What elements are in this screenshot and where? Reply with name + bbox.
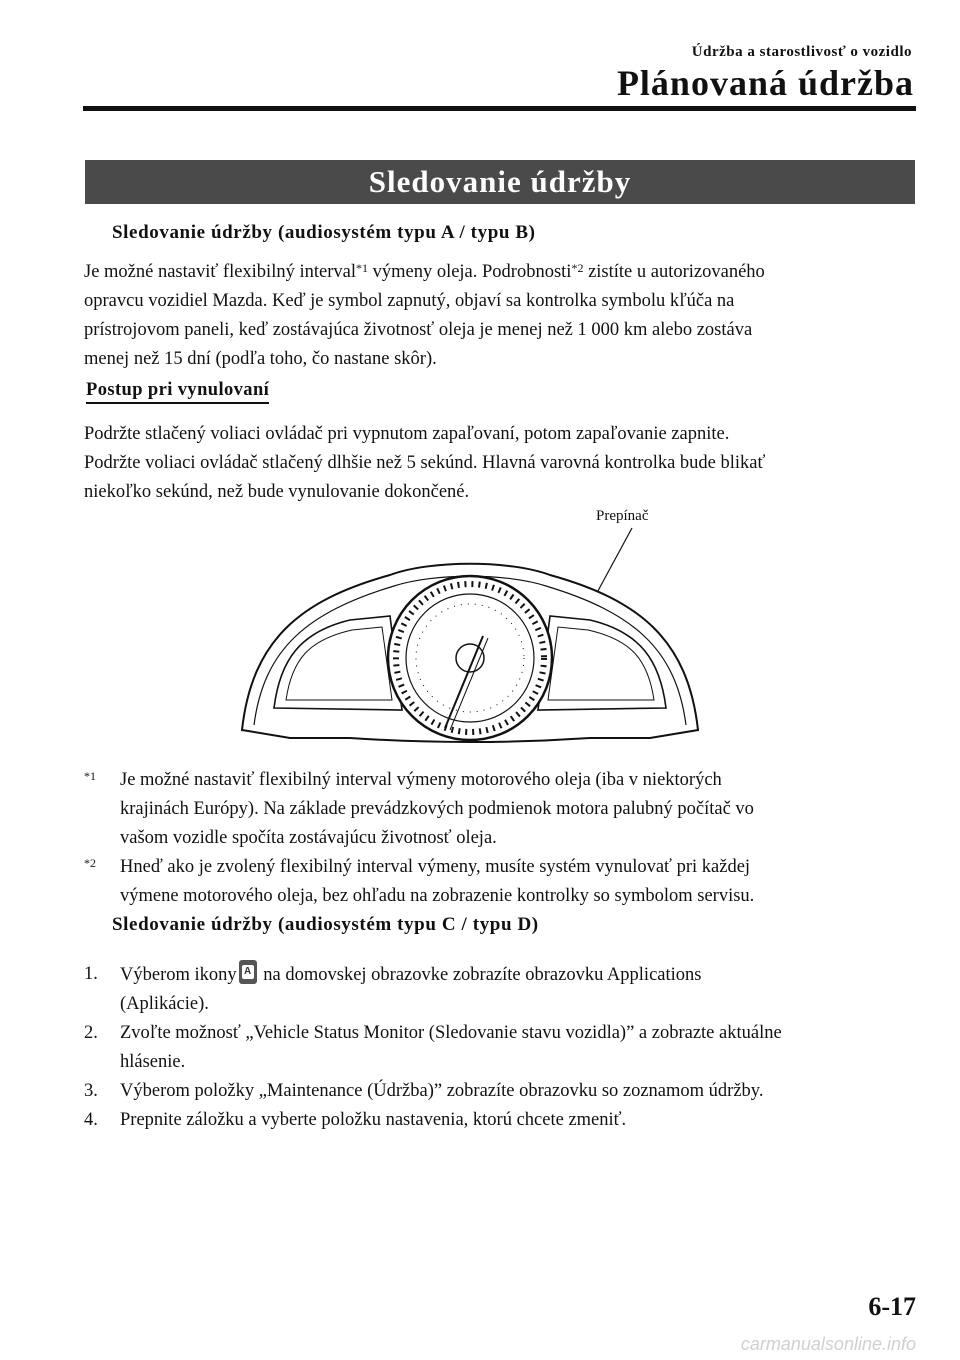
reset-paragraph <box>84 420 920 507</box>
section-a-heading: Sledovanie údržby (audiosystém typu A / typu B) <box>112 222 536 243</box>
step-4-text: Prepnite záložku a vyberte položku nastavenia, ktorú chcete zmeniť. <box>120 1110 627 1130</box>
header-divider <box>83 106 916 111</box>
instrument-cluster-illustration <box>230 520 710 760</box>
para-line-1c: zistíte u autorizovaného <box>583 262 765 282</box>
step-3-text: Výberom položky „Maintenance (Údržba)” zobrazíte obrazovku so zoznamom údržby. <box>120 1081 764 1101</box>
para-line-4: menej než 15 dní (podľa toho, čo nastane skôr). <box>84 349 437 369</box>
step-3-number: 3. <box>84 1081 98 1101</box>
page-number: 6-17 <box>868 1292 916 1321</box>
reset-heading: Postup pri vynulovaní <box>86 380 269 404</box>
step-2-text-c: hlásenie. <box>120 1052 186 1072</box>
footnote-mark-1: *1 <box>84 769 96 783</box>
footnote-2-line-2: výmene motorového oleja, bez ohľadu na zobrazenie kontrolky so symbolom servisu. <box>120 886 755 906</box>
footnote-1-line-1: Je možné nastaviť flexibilný interval výmeny motorového oleja (iba v niektorých <box>120 770 722 790</box>
reset-line-1: Podržte stlačený voliaci ovládač pri vypnutom zapaľovaní, potom zapaľovanie zapnite. <box>84 424 730 444</box>
step-2 <box>84 1019 924 1077</box>
footnote-2 <box>84 853 924 911</box>
section-c-heading: Sledovanie údržby (audiosystém typu C / typu D) <box>112 914 539 935</box>
footnote-ref-1: *1 <box>355 261 368 275</box>
step-1-number: 1. <box>84 964 98 984</box>
watermark: carmanualsonline.info <box>740 1334 916 1354</box>
section-banner: Sledovanie údržby <box>85 160 915 204</box>
step-1-text-c: (Aplikácie). <box>120 994 209 1014</box>
step-4-number: 4. <box>84 1110 98 1130</box>
footnote-mark-2: *2 <box>84 856 96 870</box>
reset-line-2: Podržte voliaci ovládač stlačený dlhšie než 5 sekúnd. Hlavná varovná kontrolka bude blikať <box>84 453 766 473</box>
footnote-ref-2: *2 <box>571 261 584 275</box>
footnote-1-line-2: krajinách Európy). Na základe prevádzkových podmienok motora palubný počítač vo <box>120 799 754 819</box>
applications-icon: A <box>239 960 257 984</box>
footnote-1-line-3: vašom vozidle spočíta zostávajúcu životnosť oleja. <box>120 828 497 848</box>
para-line-1a: Je možné nastaviť flexibilný interval <box>84 262 356 282</box>
step-2-number: 2. <box>84 1023 98 1043</box>
page-title: Plánovaná údržba <box>616 63 914 103</box>
figure-label-switch: Prepínač <box>596 508 649 524</box>
step-2-text-a: Zvoľte možnosť „Vehicle Status Monitor (Sledovanie stavu vozidla)” a zobrazte aktuálne <box>120 1023 782 1043</box>
para-line-3: prístrojovom paneli, keď zostávajúca životnosť oleja je menej než 1 000 km alebo zostáva <box>84 320 753 340</box>
footnotes <box>84 766 924 911</box>
header-section-label: Údržba a starostlivosť o vozidlo <box>691 44 912 60</box>
reset-line-3: niekoľko sekúnd, než bude vynulovanie dokončené. <box>84 482 470 502</box>
section-a-paragraph <box>84 258 920 374</box>
step-3 <box>84 1077 924 1106</box>
step-4 <box>84 1106 924 1135</box>
footnote-2-line-1: Hneď ako je zvolený flexibilný interval výmeny, musíte systém vynulovať pri každej <box>120 857 751 877</box>
para-line-1b: výmeny oleja. Podrobnosti <box>367 262 572 282</box>
para-line-2: opravcu vozidiel Mazda. Keď je symbol zapnutý, objaví sa kontrolka symbolu kľúča na <box>84 291 735 311</box>
steps-list <box>84 960 924 1135</box>
step-1-text-b: na domovskej obrazovke zobrazíte obrazovku Applications <box>258 965 702 985</box>
step-1 <box>84 960 924 1019</box>
leader-line <box>593 528 632 600</box>
footnote-1 <box>84 766 924 853</box>
step-1-text-a: Výberom ikony <box>120 965 237 985</box>
